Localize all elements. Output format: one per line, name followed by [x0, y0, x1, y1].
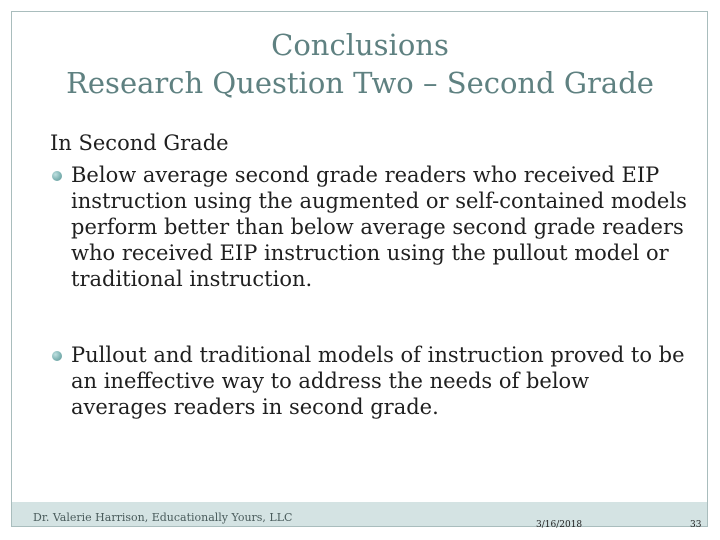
- title-line-1: Conclusions: [271, 28, 449, 62]
- bullet-dot-icon: [52, 351, 62, 361]
- bullet-item: [50, 162, 690, 292]
- footer-date: 3/16/2018: [536, 520, 583, 530]
- slide-body: [50, 130, 690, 420]
- title-line-2: Research Question Two – Second Grade: [66, 66, 654, 100]
- bullet-text: Below average second grade readers who received EIP instruction using the augmented or self-contained models perform better than below average second grade readers who received EIP instruction using the pullout model or traditional instruction.: [71, 163, 687, 291]
- bullet-dot-icon: [52, 171, 62, 181]
- footer-author: Dr. Valerie Harrison, Educationally Yours, LLC: [33, 511, 293, 524]
- bullet-item: [50, 342, 690, 420]
- slide-title: [12, 26, 708, 102]
- page-number: 33: [690, 520, 702, 530]
- bullet-text: Pullout and traditional models of instruction proved to be an ineffective way to address the needs of below averages readers in second grade.: [71, 343, 685, 419]
- body-heading: In Second Grade: [50, 131, 229, 155]
